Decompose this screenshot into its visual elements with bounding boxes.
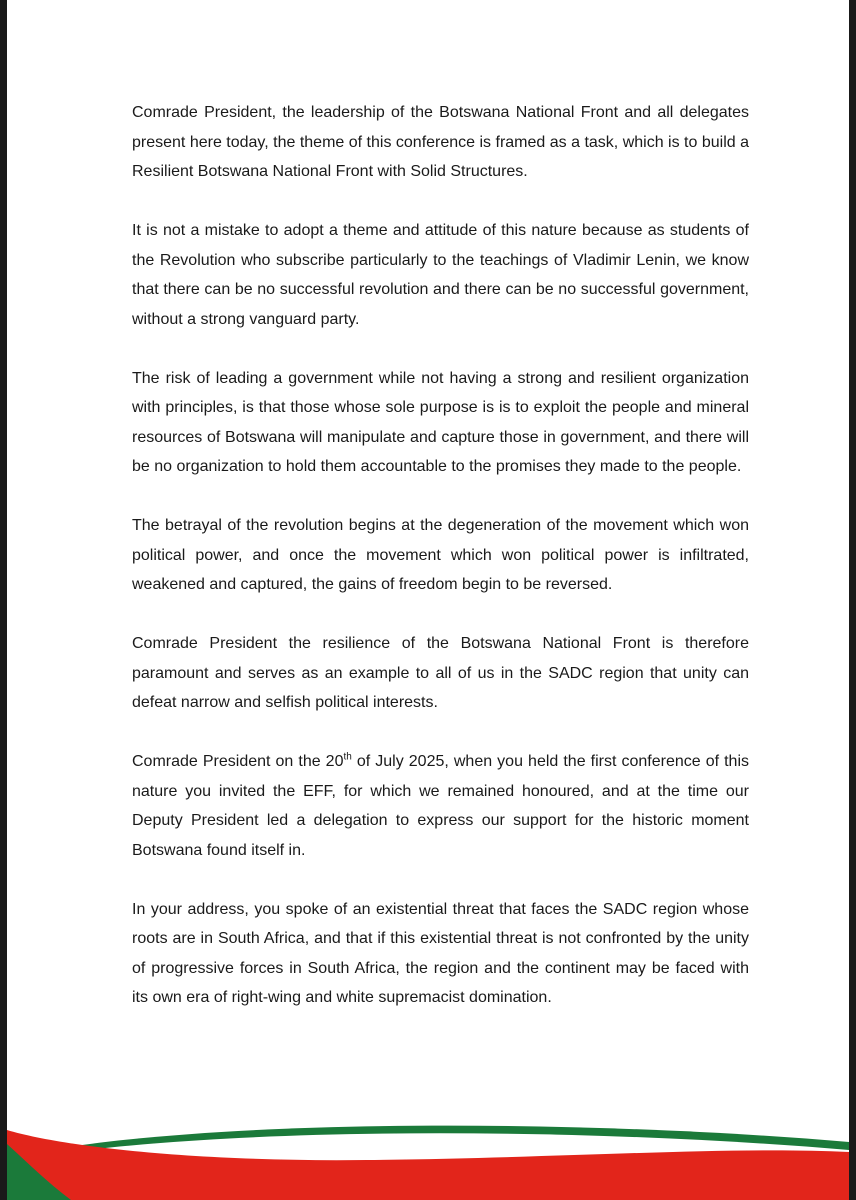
paragraph-2: It is not a mistake to adopt a theme and attitude of this nature because as students of the Revolution who subscribe particularly to the teachings of Vladimir Lenin, we know that there can be no successful revolution and there can be no successful government, without a strong vanguard party. [132, 222, 749, 328]
paragraph-6 [132, 747, 749, 865]
paragraph-5: Comrade President the resilience of the Botswana National Front is therefore paramount and serves as an example to all of us in the SADC region that unity can defeat narrow and selfish political interests. [132, 635, 749, 711]
paragraph-4: The betrayal of the revolution begins at the degeneration of the movement which won political power, and once the movement which won political power is infiltrated, weakened and captured, the gains of freedom begin to be reversed. [132, 517, 749, 593]
document-page [7, 0, 849, 1200]
letter-body [132, 98, 749, 1042]
paragraph-1: Comrade President, the leadership of the Botswana National Front and all delegates present here today, the theme of this conference is framed as a task, which is to build a Resilient Botswana National Front with Solid Structures. [132, 104, 749, 180]
footer-swoosh [7, 1100, 849, 1200]
ordinal-suffix: th [343, 751, 352, 763]
paragraph-3: The risk of leading a government while not having a strong and resilient organization with principles, is that those whose sole purpose is is to exploit the people and mineral resources of Botswana will manipulate and capture those in government, and there will be no organization to hold them accountable to the promises they made to the people. [132, 369, 749, 475]
paragraph-6-end: of July 2025, when you held the first conference of this nature you invited the EFF, for which we remained honoured, and at the time our Deputy President led a delegation to express our support for the historic moment Botswana found itself in. [132, 753, 750, 859]
paragraph-6-start: Comrade President on the 20 [132, 753, 344, 770]
paragraph-7: In your address, you spoke of an existential threat that faces the SADC region whose roots are in South Africa, and that if this existential threat is not confronted by the unity of progressive forces in South Africa, the region and the continent may be faced with its own era of right-wing and white supremacist domination. [132, 900, 749, 1006]
